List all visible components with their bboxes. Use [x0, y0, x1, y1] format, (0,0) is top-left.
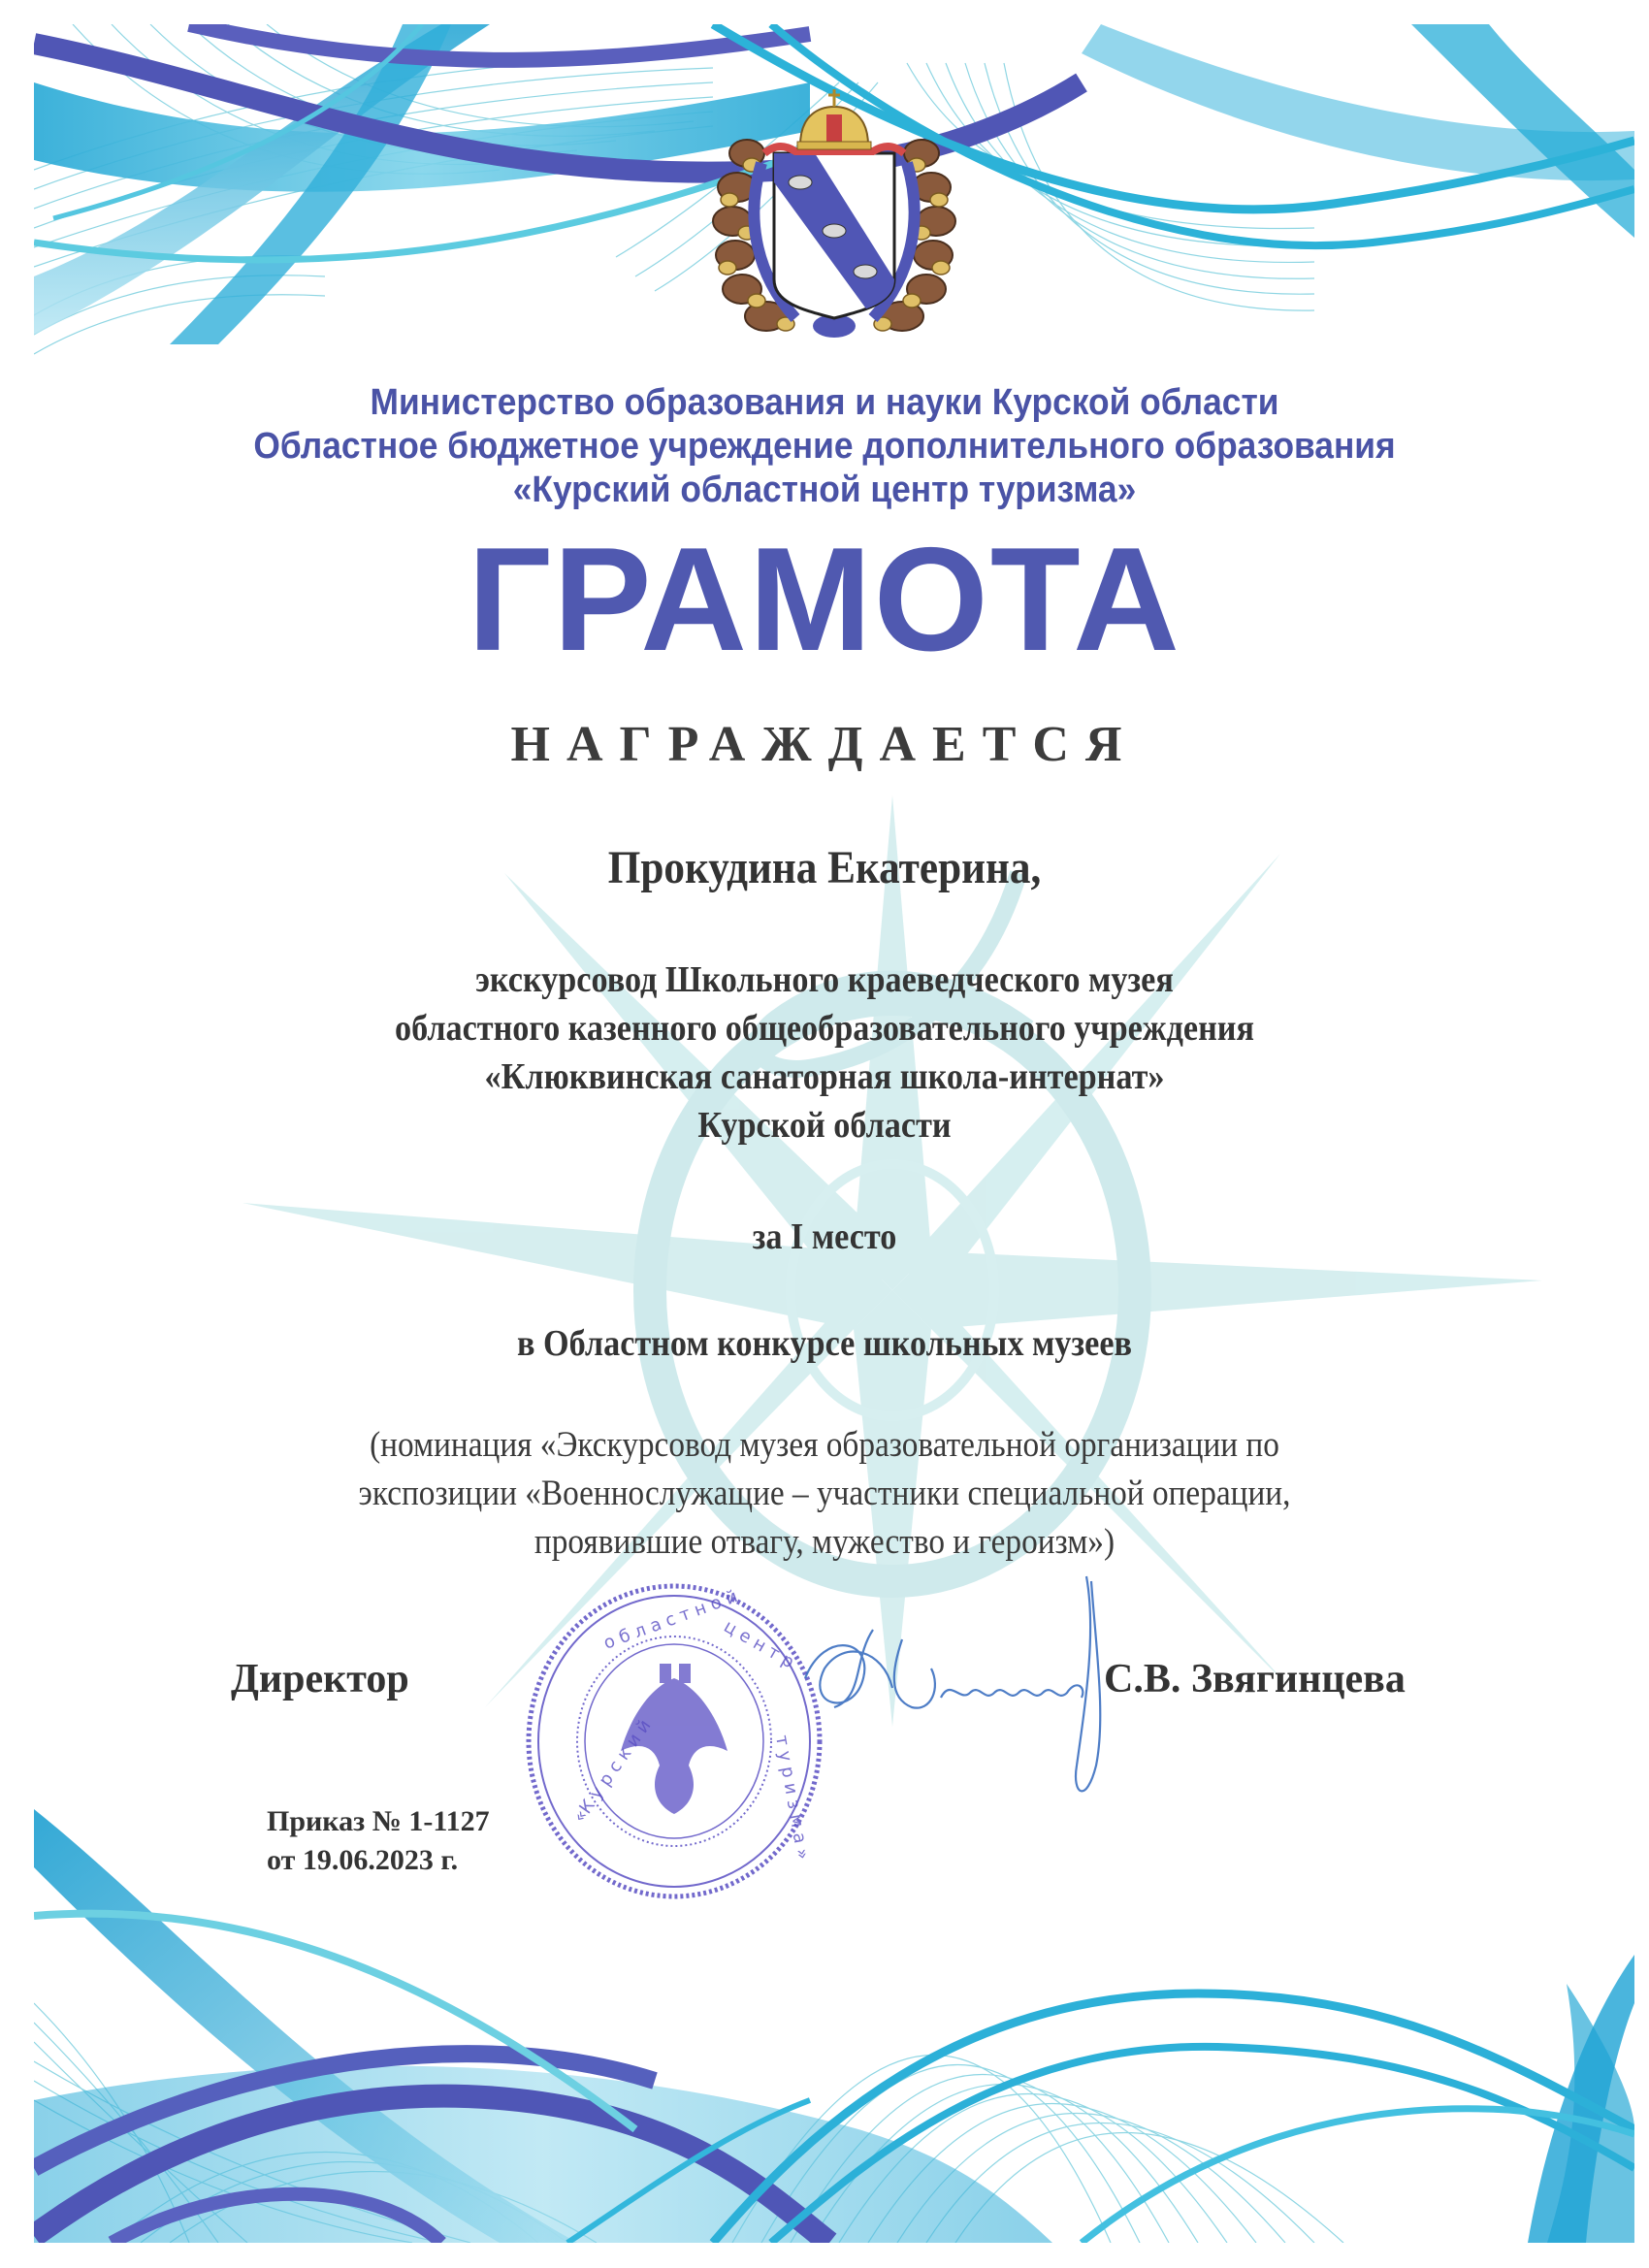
order-date: от 19.06.2023 г.	[267, 1844, 459, 1876]
order-number: Приказ № 1-1127	[267, 1805, 490, 1837]
signatory-role: Директор	[231, 1657, 409, 1701]
contest-line: в Областном конкурсе школьных музеев	[517, 1323, 1132, 1364]
recipient-position-line: экскурсовод Школьного краеведческого музея	[475, 959, 1174, 1000]
recipient-organization-line: областного казенного общеобразовательного учреждения	[394, 1008, 1255, 1049]
header-ministry-line: Министерство образования и науки Курской области	[370, 382, 1279, 423]
svg-text:ц е н т р: ц е н т р	[720, 1616, 798, 1673]
place-line: за I место	[752, 1216, 897, 1257]
signatory-name: С.В. Звягинцева	[1104, 1657, 1406, 1701]
svg-text:т у р и з м а »: т у р и з м а »	[771, 1733, 814, 1862]
kursk-oblast-coat-of-arms-icon	[708, 85, 960, 352]
svg-text:о б л а с т н о й: о б л а с т н о й	[600, 1586, 741, 1654]
recipient-school-line: «Клюквинская санаторная школа-интернат»	[484, 1056, 1165, 1097]
header-institution-line: Областное бюджетное учреждение дополнительного образования	[253, 426, 1396, 467]
recipient-region-line: Курской области	[697, 1105, 952, 1146]
official-round-seal-icon	[514, 1571, 834, 1911]
certificate-title: ГРАМОТА	[468, 517, 1181, 682]
nomination-line: экспозиции «Военнослужащие – участники специальной операции,	[358, 1474, 1291, 1513]
nomination-line: (номинация «Экскурсовод музея образовательной организации по	[370, 1425, 1279, 1465]
handwritten-signature-icon	[795, 1571, 1145, 1824]
header-center-name-line: «Курский областной центр туризма»	[512, 470, 1137, 510]
svg-text:«К у р с к и й: «К у р с к и й	[568, 1715, 656, 1827]
nomination-line: проявившие отвагу, мужество и героизм»)	[534, 1522, 1116, 1562]
awarded-label: НАГРАЖДАЕТСЯ	[510, 717, 1139, 772]
recipient-name: Прокудина Екатерина,	[607, 842, 1042, 893]
